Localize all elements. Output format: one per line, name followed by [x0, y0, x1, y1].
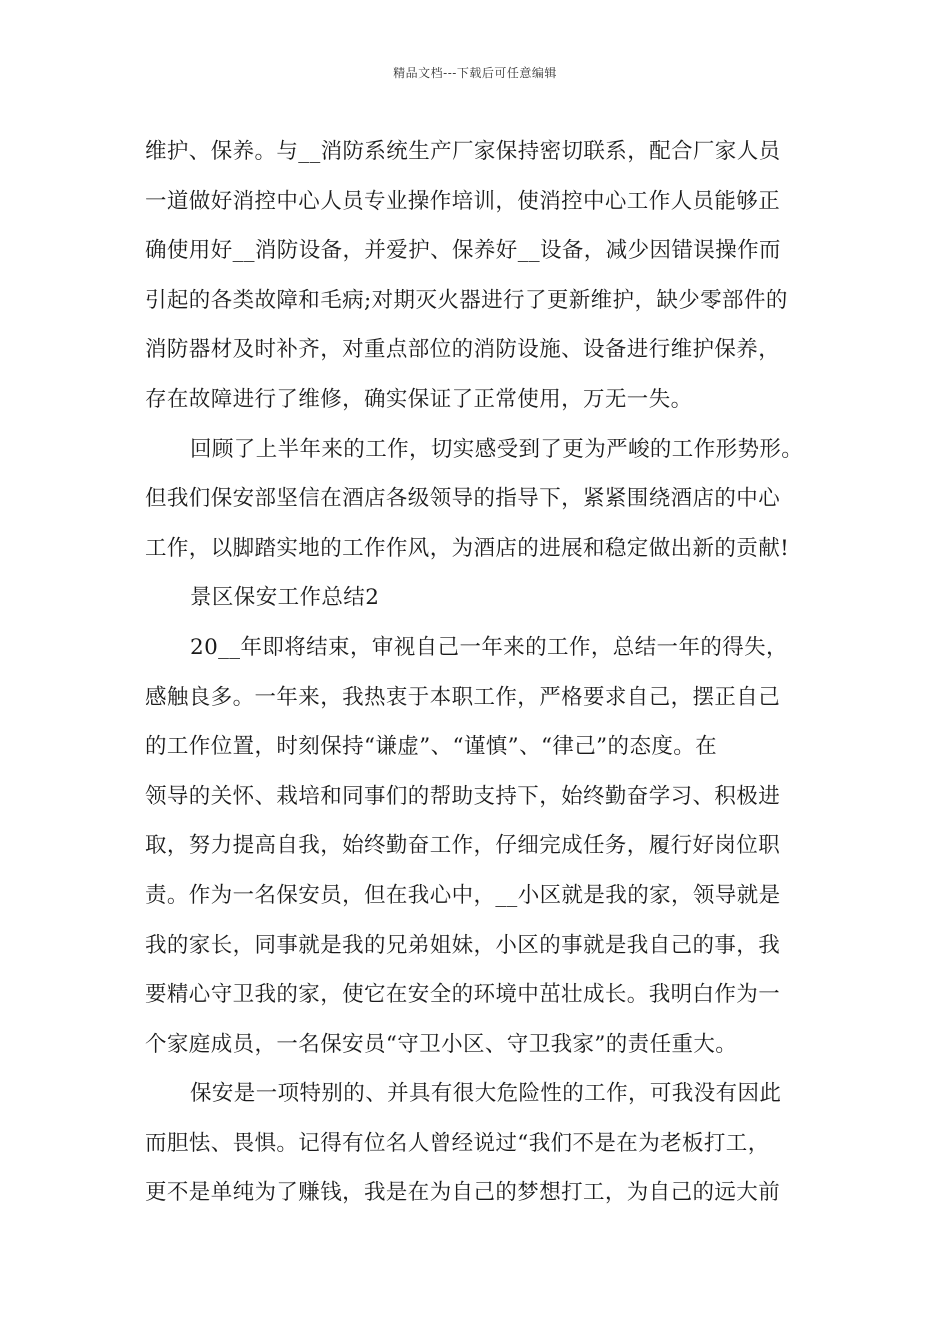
text-line: 的工作位置，时刻保持“谦虚”、“谨慎”、“律己”的态度。在: [145, 734, 718, 760]
text-line: 我的家长，同事就是我的兄弟姐妹，小区的事就是我自己的事，我: [145, 932, 781, 958]
text-line: 要精心守卫我的家，使它在安全的环境中茁壮成长。我明白作为一: [145, 982, 781, 1008]
text-line: 引起的各类故障和毛病;对期灭火器进行了更新维护，缺少零部件的: [145, 287, 788, 313]
paragraph-first-line: 回顾了上半年来的工作，切实感受到了更为严峻的工作形势形。: [190, 436, 804, 462]
text-line: 维护、保养。与__消防系统生产厂家保持密切联系，配合厂家人员: [145, 139, 781, 164]
document-body: [145, 127, 820, 1218]
text-line: 个家庭成员，一名保安员“守卫小区、守卫我家”的责任重大。: [145, 1031, 738, 1057]
text-line: 存在故障进行了维修，确实保证了正常使用，万无一失。: [145, 386, 693, 412]
page-header: 精品文档---下载后可任意编辑: [393, 66, 557, 80]
text-line: 一道做好消控中心人员专业操作培训，使消控中心工作人员能够正: [145, 188, 781, 214]
text-line: 领导的关怀、栽培和同事们的帮助支持下，始终勤奋学习、积极进: [145, 783, 781, 809]
text-line: 责。作为一名保安员，但在我心中，__小区就是我的家，领导就是: [145, 882, 781, 908]
text-line: 确使用好__消防设备，并爱护、保养好__设备，减少因错误操作而: [145, 238, 781, 264]
text-line: 消防器材及时补齐，对重点部位的消防设施、设备进行维护保养，: [145, 337, 781, 363]
text-line: 取，努力提高自我，始终勤奋工作，仔细完成任务，履行好岗位职: [145, 833, 781, 859]
section-heading: 景区保安工作总结2: [190, 585, 380, 611]
paragraph-first-line: 保安是一项特别的、并具有很大危险性的工作，可我没有因此: [190, 1081, 782, 1107]
text-line: 感触良多。一年来，我热衷于本职工作，严格要求自己，摆正自己: [145, 684, 781, 710]
text-line: 但我们保安部坚信在酒店各级领导的指导下，紧紧围绕酒店的中心: [145, 486, 781, 512]
text-line: 更不是单纯为了赚钱，我是在为自己的梦想打工，为自己的远大前: [145, 1180, 781, 1206]
text-line: 而胆怯、畏惧。记得有位名人曾经说过“我们不是在为老板打工，: [145, 1130, 770, 1156]
text-line: 工作，以脚踏实地的工作作风，为酒店的进展和稳定做出新的贡献!: [145, 535, 790, 561]
paragraph-first-line: 20__年即将结束，审视自己一年来的工作，总结一年的得失，: [190, 634, 788, 660]
